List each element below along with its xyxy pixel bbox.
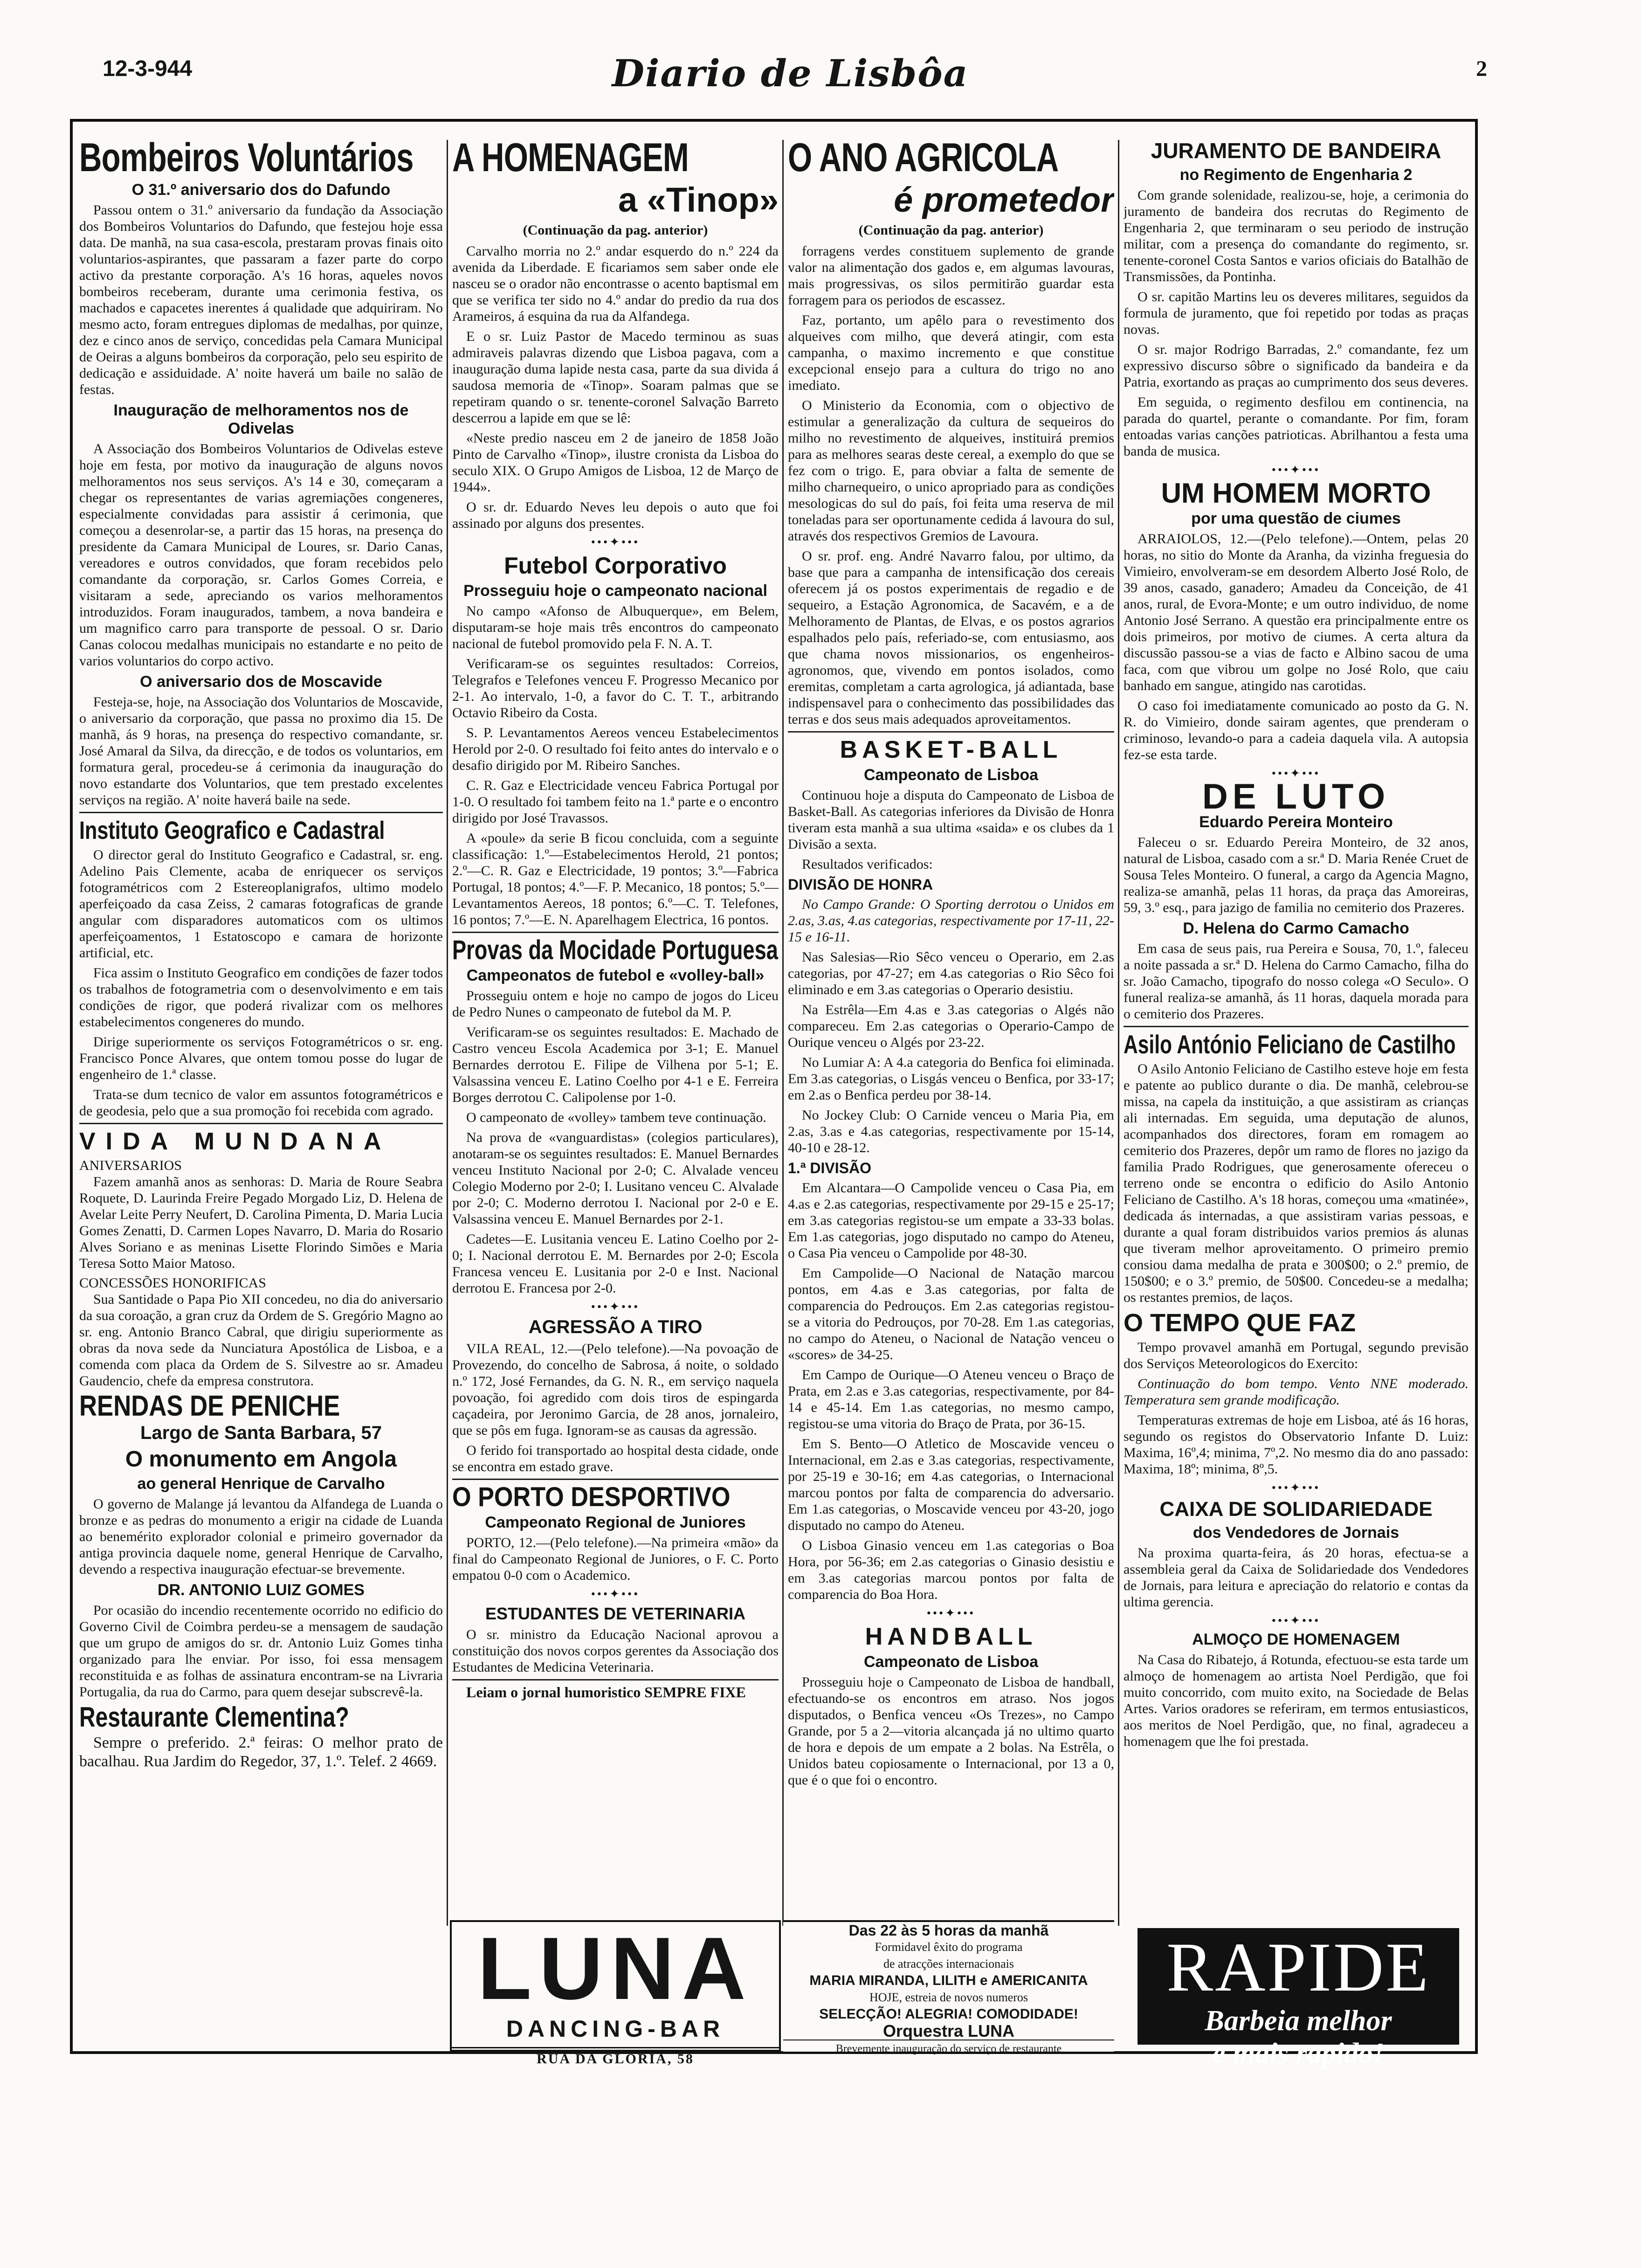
ad-luna-subtitle: DANCING-BAR	[506, 2016, 725, 2042]
ad-luna-address: RUA DA GLÓRIA, 58	[452, 2047, 779, 2067]
divider	[788, 731, 1114, 733]
subhead: Inauguração de melhoramentos nos de Odivelas	[113, 401, 409, 437]
ad-line: Formidavel êxito do programa	[875, 1940, 1023, 1954]
ad-rapide	[1138, 1928, 1459, 2069]
article-text: O sr. capitão Martins leu os deveres militares, seguidos da formula de juramento, que foi repetido por todas as praças novas.	[1124, 289, 1469, 337]
article-text: O caso foi imediatamente comunicado ao posto da G. N. R. do Vimieiro, donde sairam agentes, que prenderam o criminoso, levando-o para a cadeia daquela vila. A autopsia fez-se esta tarde.	[1124, 698, 1469, 762]
page-number: 2	[1476, 56, 1487, 81]
ad-line: HOJE, estreia de novos numeros	[869, 1991, 1028, 2004]
subhead: Campeonato Regional de Juniores	[485, 1514, 746, 1531]
subhead: 1.ª DIVISÃO	[788, 1160, 871, 1176]
article-text: VILA REAL, 12.—(Pelo telefone).—Na povoação de Provezendo, do concelho de Sabrosa, á noite, o soldado n.º 172, José Fernandes, da G. N. R., em serviço naquela povoação, foi agredido com dois tiros de espingarda caçadeira, por Jeronimo Garcia, de 28 anos, jornaleiro, que se pôs em fuga. Ignoram-se as causas da agressão.	[452, 1341, 779, 1438]
subhead: O 31.º aniversario dos do Dafundo	[131, 181, 391, 199]
subhead: Campeonato de Lisboa	[863, 1653, 1039, 1671]
headline-instituto: Instituto Geografico e Cadastral	[79, 816, 385, 844]
article-text: Faz, portanto, um apêlo para o revestimento dos alqueives com milho, que deverá atingir, com esta campanha, o maximo incremento e que constitue excepcional ensejo para a cultura do trigo no ano imediato.	[788, 312, 1114, 393]
article-text: O governo de Malange já levantou da Alfandega de Luanda o bronze e as pedras do monumento a erigir na cidade de Luanda ao benemérito explorador colonial e primeiro governador da antiga provincia daquele nome, general Henrique de Carvalho, devendo a respectiva inauguração efectuar-se brevemente.	[79, 1496, 443, 1577]
ad-luna	[450, 1919, 781, 2067]
subhead: DR. ANTONIO LUIZ GOMES	[158, 1581, 365, 1599]
headline-tinop: a «Tinop»	[618, 180, 779, 219]
divider	[452, 1479, 779, 1480]
headline-bombeiros: Bombeiros Voluntários	[79, 135, 414, 180]
divider	[452, 1679, 779, 1680]
headline-agressao: AGRESSÃO A TIRO	[528, 1317, 703, 1337]
article-text: Cadetes—E. Lusitania venceu E. Latino Coelho por 2-0; I. Nacional derrotou E. M. Bernardes por 2-0; Escola Francesa venceu E. Lusitania por 2-0 e Inst. Nacional derrotou E. Francesa por 2-0.	[452, 1231, 779, 1296]
article-text: O ferido foi transportado ao hospital desta cidade, onde se encontra em estado grave.	[452, 1443, 779, 1474]
divider: •••✦•••	[1271, 1614, 1321, 1627]
headline-almoco: ALMOÇO DE HOMENAGEM	[1192, 1631, 1400, 1648]
divider: •••✦•••	[1271, 767, 1321, 780]
subhead: ao general Henrique de Carvalho	[137, 1475, 385, 1493]
divider: •••✦•••	[1271, 463, 1321, 477]
article-text: Tempo provavel amanhã em Portugal, segundo previsão dos Serviços Meteorologicos do Exercito:	[1124, 1340, 1469, 1371]
article-text: Verificaram-se os seguintes resultados: Correios, Telegrafos e Telefones venceu F. Progresso Mecanico por 2-1. Ao intervalo, 1-0, a favor do C. T. T., arbitrando Octavio Ribeiro da Costa.	[452, 656, 779, 720]
headline-restaurante: Restaurante Clementina?	[79, 1701, 349, 1733]
divider: •••✦•••	[926, 1606, 976, 1620]
promo-sempre-fixe: Leiam o jornal humoristico SEMPRE FIXE	[466, 1684, 746, 1701]
headline-ano-agricola: O ANO AGRICOLA	[788, 135, 1059, 180]
article-text: Passou ontem o 31.º aniversario da fundação da Associação dos Bombeiros Voluntarios do Dafundo, que festejou hoje essa data. De manhã, na sua casa-escola, prestaram provas finais oito voluntarios-aspirantes, que passaram a fazer parte do corpo activo da prestante corporação. A's 16 horas, aqueles novos bombeiros receberam, durante uma cerimonia festiva, os machados e capacetes inerentes á qualidade que adquiriram. No mesmo acto, foram entregues diplomas de medalhas, por quinze, dez e cinco anos de serviço, concedidas pela Camara Municipal de Oeiras a alguns bombeiros da corporação, pelo seu espirito de dedicação e assiduidade. A' noite haverá um baile no salão de festas.	[79, 202, 443, 397]
ad-slogan: SELECÇÃO! ALEGRIA! COMODIDADE!	[819, 2006, 1078, 2022]
article-text: PORTO, 12.—(Pelo telefone).—Na primeira «mão» da final do Campeonato Regional de Juniores, o F. C. Porto empatou 0-0 com o Academico.	[452, 1535, 779, 1583]
subhead: Campeonatos de futebol e «volley-ball»	[466, 967, 765, 984]
article-text: Faleceu o sr. Eduardo Pereira Monteiro, de 32 anos, natural de Lisboa, casado com a sr.ª D. Maria Renée Cruet de Sousa Teles Monteiro. O funeral, a cargo da Agencia Magno, realiza-se amanhã, pelas 11 horas, da praça das Amoreiras, 59, 3.º esq., para jazigo de familia no cemiterio dos Prazeres.	[1124, 835, 1469, 915]
subhead: D. Helena do Carmo Camacho	[1183, 920, 1409, 937]
headline-homem-morto: UM HOMEM MORTO	[1161, 477, 1431, 509]
article-text: O sr. prof. eng. André Navarro falou, por ultimo, da base que para a campanha de intensificação dos cereais oferecem já os postos experimentais de regadio e de sequeiro, a Estação Agronomica, de Sacavém, e a de Melhoramento de Plantas, de Elvas, e os postos agrarios espalhados pelo país, referiado-se, com entusiasmo, aos que chama novos missionarios, os engenheiros-agronomos, que, vivendo em pontos isolados, como eremitas, completam a carta agrologica, já adiantada, base indispensavel para o conhecimento das possibilidades das terras e dos seus mais adequados aproveitamentos.	[788, 548, 1114, 727]
column-rule	[782, 140, 784, 1926]
article-text: O Lisboa Ginasio venceu em 1.as categorias o Boa Hora, por 56-36; em 2.as categorias o Ginasio desistiu e em 3.as categorias marcou pontos por falta de comparencia do Boa Hora.	[788, 1538, 1114, 1602]
headline-juramento: JURAMENTO DE BANDEIRA	[1151, 138, 1441, 163]
ad-orchestra: Orquestra LUNA	[883, 2021, 1015, 2040]
article-text: Prosseguiu ontem e hoje no campo de jogos do Liceu de Pedro Nunes o campeonato de futebol da M. P.	[452, 988, 779, 1020]
article-text: Em Campolide—O Nacional de Natação marcou pontos, em 4.as e 3.as categorias, por falta de comparencia do Pedrouços. Em 2.as categorias registou-se a vitoria do Pedrouços, por 70-28. Em 1.as categorias, no campo do Ateneu, o Nacional de Natação venceu o «scores» de 34-25.	[788, 1265, 1114, 1362]
masthead: Diario de Lisbôa	[612, 51, 969, 95]
article-text: Verificaram-se os seguintes resultados: E. Machado de Castro venceu Escola Academica por 3-1; E. Manuel Bernardes derrotou E. Filipe de Vilhena por 5-1; E. Valsassina venceu E. Latino Coelho por 4-1 e E. Ferreira Borges derrotou C. Calipolense por 1-0.	[452, 1024, 779, 1105]
article-text: Temperaturas extremas de hoje em Lisboa, até ás 16 horas, segundo os registos do Observatorio Infante D. Luiz: Maxima, 16º,4; minima, 7º,2. No mesmo dia do ano passado: Maxima, 18º; minima, 8º,5.	[1124, 1412, 1469, 1477]
headline-de-luto: DE LUTO	[1202, 777, 1390, 816]
divider	[1124, 1026, 1469, 1027]
article-text: Prosseguiu hoje o Campeonato de Lisboa de handball, efectuando-se os encontros em atraso. Nos jogos disputados, o Benfica venceu «Os Trezes», no Campo Grande, por 5 a 2—vitoria alcançada já no ultimo quarto de hora e depois de um empate a 2 bolas. Na Estrêla, o Unidos bateu copiosamente o Internacional, por 13 a 0, que é o que foi o encontro.	[788, 1674, 1114, 1788]
headline-asilo: Asilo António Feliciano de Castilho	[1124, 1030, 1456, 1059]
ad-hours: Das 22 às 5 horas da manhã	[848, 1922, 1049, 1939]
subhead: ANIVERSARIOS	[79, 1158, 182, 1173]
article-text: Sua Santidade o Papa Pio XII concedeu, no dia do aniversario da sua coroação, a gran cruz da Ordem de S. Gregório Magno ao sr. eng. Antonio Branco Cabral, que dirigiu superiormente as obras da nova sede da Nunciatura Apostólica de Lisboa, e a comenda com placa da Ordem de S. Silvestre ao sr. Amadeu Gaudencio, chefe da empresa construtora.	[79, 1292, 443, 1389]
article-text: Em casa de seus pais, rua Pereira e Sousa, 70, 1.º, faleceu a noite passada a sr.ª D. Helena do Carmo Camacho, filha do sr. João Camacho, tipografo do nosso colega «O Seculo». O funeral realiza-se amanhã, ás 11 horas, daquela morada para o cemiterio dos Prazeres.	[1124, 941, 1469, 1022]
continuation-note: (Continuação da pag. anterior)	[523, 222, 708, 238]
subhead: CONCESSÕES HONORIFICAS	[79, 1275, 266, 1291]
article-text: Continuação do bom tempo. Vento NNE moderado. Temperatura sem grande modificação.	[1124, 1376, 1469, 1408]
article-text: Fica assim o Instituto Geografico em condições de fazer todos os trabalhos de fotogrametria com o desenvolvimento e em tais condições de rigor, que poderá rivalizar com os melhores estabelecimentos congeneres do mundo.	[79, 965, 443, 1030]
ad-rapide-slogan: Barbeia melhor	[1205, 2005, 1392, 2037]
column-rule	[1118, 140, 1119, 1926]
article-text: Nas Salesias—Rio Sêco venceu o Operario, em 2.as categorias, por 47-27; em 4.as categorias o Rio Sêco foi eliminado e em 3.as categorias o Operario desistiu.	[788, 949, 1114, 997]
article-text: Em Campo de Ourique—O Ateneu venceu o Braço de Prata, em 2.as e 3.as categorias, respectivamente, por 84-14 e 45-14. Em 1.as categorias, no mesmo campo, registou-se uma vitoria do Braço de Prata, por 36-15.	[788, 1367, 1114, 1431]
article-text: No Lumiar A: A 4.a categoria do Benfica foi eliminada. Em 3.as categorias, o Lisgás venceu o Benfica, por 33-17; em 2.as o Benfica perdeu por 38-14.	[788, 1055, 1114, 1103]
article-text: O sr. ministro da Educação Nacional aprovou a constituição dos novos corpos gerentes da Associação dos Estudantes de Medicina Veterinaria.	[452, 1627, 779, 1675]
article-text: ARRAIOLOS, 12.—(Pelo telefone).—Ontem, pelas 20 horas, no sitio do Monte da Aranha, da vizinha freguesia do Vimieiro, envolveram-se em desordem Alberto José Rolo, de 39 anos, casado, ganadero; Amadeu da Conceição, de 41 anos, rural, de Evora-Monte; e um outro individuo, de nome Antonio José Serrano. A questão era principalmente entre os dois primeiros, por motivo de ciumes. A certa altura da discussão passou-se a vias de facto e Albino sacou de uma faca, com que vibrou um golpe no José Rolo, que caiu banhado em sangue, atingido nas carotidas.	[1124, 531, 1469, 693]
subhead: Largo de Santa Barbara, 57	[140, 1423, 382, 1443]
headline-homenagem: A HOMENAGEM	[452, 135, 689, 180]
article-text: Na proxima quarta-feira, ás 20 horas, efectua-se a assembleia geral da Caixa de Solidariedade dos Vendedores de Jornais, para leitura e apreciação do relatorio e contas da ultima gerencia.	[1124, 1545, 1469, 1610]
headline-monumento: O monumento em Angola	[125, 1447, 397, 1472]
headline-veterinaria: ESTUDANTES DE VETERINARIA	[485, 1604, 746, 1623]
headline-caixa: CAIXA DE SOLIDARIEDADE	[1159, 1498, 1433, 1521]
article-text: E o sr. Luiz Pastor de Macedo terminou as suas admiraveis palavras dizendo que Lisboa pagava, com a inauguração duma lapide nesta casa, parte da sua divida á saudosa memoria de «Tinop». Soaram palmas que se repetiram quando o sr. tenente-coronel Salvação Barreto descerrou a lapide em que se lê:	[452, 329, 779, 426]
column-rule	[447, 140, 448, 1926]
article-text: Dirige superiormente os serviços Fotogramétricos o sr. eng. Francisco Ponce Alvares, que ontem tomou posse do lugar de engenheiro de 1.ª classe.	[79, 1034, 443, 1082]
article-text: Sempre o preferido. 2.ª feiras: O melhor prato de bacalhau. Rua Jardim do Regedor, 37, 1.º. Telef. 2 4669.	[79, 1734, 443, 1770]
divider: •••✦•••	[591, 1587, 640, 1601]
headline-prometedor: é prometedor	[894, 180, 1114, 219]
article-text: Na prova de «vanguardistas» (colegios particulares), anotaram-se os seguintes resultados: E. Manuel Bernardes venceu Instituto Nacional por 2-0; C. Alvalade venceu Colegio Moderno por 2-0; I. Lusitano venceu C. Alvalade por 2-0; C. Moderno derrotou I. Nacional por 2-0 e E. Valsassina venceu E. Manuel Bernardes por 2-1.	[452, 1130, 779, 1227]
article-text: Com grande solenidade, realizou-se, hoje, a cerimonia do juramento de bandeira dos recrutas do Regimento de Engenharia 2, que terminaram o seu periodo de instrução militar, com a presença do comandante do regimento, sr. tenente-coronel Costa Santos e varios oficiais do Batalhão de Transmissões, da Pontinha.	[1124, 187, 1469, 284]
subhead: Campeonato de Lisboa	[863, 766, 1039, 784]
article-text: Em Alcantara—O Campolide venceu o Casa Pia, em 4.as e 2.as categorias, respectivamente por 29-15 e 25-17; em 3.as categorias registou-se um empate a 33-33 bolas. Em 1.as categorias, jogo disputado no campo do Ateneu, o Casa Pia venceu o Campolide por 48-30.	[788, 1180, 1114, 1261]
ad-line: de atracções internacionais	[883, 1957, 1014, 1971]
article-text: Em S. Bento—O Atletico de Moscavide venceu o Internacional, em 2.as e 3.as categorias, respectivamente, por 25-19 e 30-16; em 4.as categorias, o Internacional marcou pontos por falta de comparencia do adversario. Em 1.as categorias, o Moscavide venceu por 43-20, jogo disputado no campo do Ateneu.	[788, 1436, 1114, 1533]
subhead: no Regimento de Engenharia 2	[1179, 166, 1413, 184]
headline-handball: HANDBALL	[865, 1623, 1037, 1650]
article-text: Continuou hoje a disputa do Campeonato de Lisboa de Basket-Ball. As categorias inferiores da Divisão de Honra tiveram esta manhã a sua ultima «saida» e os clubes da 1 Divisão a sexta.	[788, 788, 1114, 852]
divider	[452, 932, 779, 933]
article-text: A «poule» da serie B ficou concluida, com a seguinte classificação: 1.º—Estabelecimentos Herold, 21 pontos; 2.º—C. R. Gaz e Electricidade, 19 pontos; 3.º—Fabrica Portugal, 18 pontos; 4.º—F. P. Mecanico, 18 pontos; 5.º—Levantamentos Aereos, 18 pontos; 6.º—C. T. Telefones, 16 pontos; 7.º—E. N. Aparelhagem Electrica, 16 pontos.	[452, 830, 779, 927]
article-text: Fazem amanhã anos as senhoras: D. Maria de Roure Seabra Roquete, D. Laurinda Freire Pegado Morgado Liz, D. Helena de Avelar Leite Perry Neufert, D. Carolina Pimenta, D. Maria Lucia Gomes Zenatti, D. Carmen Lopes Navarro, D. Maria do Rosario Alves Soriano e as meninas Lisette Florindo Simões e Maria Teresa Sotto Maior Matoso.	[79, 1174, 443, 1271]
article-text: Por ocasião do incendio recentemente ocorrido no edificio do Governo Civil de Coimbra perdeu-se a mensagem de saudação que um grupo de amigos do sr. dr. Antonio Luiz Gomes tinha organizado para lhe enviar. Por isso, foi essa mensagem reconstituida e as folhas de assinatura encontram-se na Livraria Portugalia, da rua do Carmo, para quem desejar subscrevê-la.	[79, 1603, 443, 1700]
ad-rapide-slogan: e mais rapido!	[1212, 2038, 1385, 2069]
divider	[79, 1123, 443, 1124]
article-text: O Ministerio da Economia, com o objectivo de estimular a generalização da cultura de sequeiros do milho no revestimento de alqueives, instituirá premios para as melhores searas deste cereal, a exemplo do que se fez com o trigo. E, para obviar a falta de semente de milho charnequeiro, o unico apropriado para as condições mesologicas do sul do país, foi feita uma reserva de mil toneladas para ser oportunamente cedida á lavoura do sul, através dos respectivos Gremios de Lavoura.	[788, 398, 1114, 544]
article-text: «Neste predio nasceu em 2 de janeiro de 1858 João Pinto de Carvalho «Tinop», ilustre cronista da Lisboa do seculo XIX. O Grupo Amigos de Lisboa, 12 de Março de 1944».	[452, 430, 779, 495]
article-text: Na Estrêla—Em 4.as e 3.as categorias o Algés não compareceu. Em 2.as categorias o Operario-Campo de Ourique venceu o Algés por 23-22.	[788, 1002, 1114, 1050]
subhead: Prosseguiu hoje o campeonato nacional	[463, 582, 767, 600]
ad-line: Brevemente inauguração do serviço de restaurante	[783, 2040, 1114, 2057]
article-text: No campo «Afonso de Albuquerque», em Belem, disputaram-se hoje mais três encontros do campeonato nacional de futebol promovido pela F. N. A. T.	[452, 603, 779, 651]
article-text: No Jockey Club: O Carnide venceu o Maria Pia, em 2.as, 3.as e 4.as categorias, respectivamente por 15-14, 40-10 e 28-12.	[788, 1107, 1114, 1155]
column-3	[788, 135, 1114, 2047]
ad-luna-program	[783, 1920, 1114, 2055]
subhead: DIVISÃO DE HONRA	[788, 876, 933, 893]
article-text: Carvalho morria no 2.º andar esquerdo do n.º 224 da avenida da Liberdade. E ficariamos sem saber onde ele nasceu se o orador não encontrasse o acento baptismal em que se verifica ter sido no 4.º andar do predio da rua dos Arameiros, á esquina da rua da Alfandega.	[452, 243, 779, 324]
headline-basket: BASKET-BALL	[840, 736, 1062, 763]
column-2	[452, 135, 779, 2047]
article-text: O sr. dr. Eduardo Neves leu depois o auto que foi assinado por alguns dos presentes.	[452, 499, 779, 531]
article-text: No Campo Grande: O Sporting derrotou o Unidos em 2.as, 3.as, 4.as categorias, respectivamente por 17-11, 22-15 e 16-11.	[788, 897, 1114, 945]
article-text: forragens verdes constituem suplemento de grande valor na alimentação dos gados e, em algumas lavouras, mais progressivas, os silos permitirão guardar esta forragem para os periodos de escassez.	[788, 243, 1114, 308]
headline-porto: O PORTO DESPORTIVO	[452, 1482, 731, 1512]
article-text: Resultados verificados:	[802, 857, 933, 872]
divider: •••✦•••	[591, 1300, 640, 1314]
subhead: O aniversario dos de Moscavide	[140, 673, 382, 691]
headline-mocidade: Provas da Mocidade Portuguesa	[452, 935, 778, 965]
ad-rapide-title: RAPIDE	[1166, 1929, 1430, 2006]
article-text: Festeja-se, hoje, na Associação dos Voluntarios de Moscavide, o aniversario da corporação, que passa no proximo dia 15. De manhã, ás 9 horas, na presença do respectivo comandante, sr. José Amaral da Silva, da direcção, e de todos os voluntarios, em formatura geral, procedeu-se á cerimonia da inauguração do novo estandarte dos Voluntarios, que tem prestado excelentes serviços na região. A' noite haverá baile na sede.	[79, 694, 443, 808]
column-1	[79, 135, 443, 2047]
article-text: O director geral do Instituto Geografico e Cadastral, sr. eng. Adelino Pais Clemente, acaba de enriquecer os serviços fotogramétricos com 2 Estereoplanigrafos, ultimo modelo aperfeiçoado da casa Zeiss, 2 camaras fotograficas de grande angular com disparadores automaticos com os ultimos aperfeiçoamentos, 1 Estatoscopo e camara de horizonte artificial, etc.	[79, 847, 443, 961]
page-header	[93, 51, 1487, 107]
continuation-note: (Continuação da pag. anterior)	[858, 222, 1044, 238]
subhead: Eduardo Pereira Monteiro	[1199, 813, 1393, 831]
headline-futebol: Futebol Corporativo	[504, 553, 727, 579]
subhead: por uma questão de ciumes	[1191, 510, 1401, 527]
ad-performers: MARIA MIRANDA, LILITH e AMERICANITA	[809, 1973, 1088, 1988]
article-text: Na Casa do Ribatejo, á Rotunda, efectuou-se esta tarde um almoço de homenagem ao artista Noel Perdigão, que foi muito concorrido, com muito exito, na Sociedade de Belas Artes. Varios oradores se referiram, em termos entusiasticos, aos meritos de Noel Perdigão, que, no final, agradeceu a homenagem que lhe foi prestada.	[1124, 1652, 1469, 1749]
article-text: Trata-se dum tecnico de valor em assuntos fotogramétricos e de geodesia, pelo que a sua promoção foi recebida com agrado.	[79, 1087, 443, 1119]
article-text: Em seguida, o regimento desfilou em continencia, na parada do quartel, perante o comandante. Por fim, foram entoadas varias canções patrioticas. Abrilhantou a festa uma banda de musica.	[1124, 394, 1469, 459]
headline-rendas: RENDAS DE PENICHE	[79, 1390, 340, 1422]
article-text: A Associação dos Bombeiros Voluntarios de Odivelas esteve hoje em festa, por motivo da inauguração de alguns novos melhoramentos nos seus serviços. A's 14 e 30, começaram a chegar os representantes de varias agremiações congeneres, especialmente convidadas para assistir á cerimonia, que começou a desenrolar-se, a partir das 15 horas, na presença do presidente da Camara Municipal de Loures, sr. Dario Canas, vereadores e outros convidados, que foram recebidos pelo comandante da corporação, sr. Carlos Gomes Correia, e visitaram a sede, apreciando os varios melhoramentos introduzidos. Foram inaugurados, tambem, a nova bandeira e um magnifico carro para transporte de pessoal. O sr. Dario Canas colocou medalhas municipais no estandarte e no peito de varios voluntarios do corpo activo.	[79, 441, 443, 669]
divider	[79, 812, 443, 813]
article-text: O Asilo Antonio Feliciano de Castilho esteve hoje em festa e patente ao publico durante o dia. De manhã, celebrou-se missa, na capela da instituição, a que assistiram as crianças ali internadas. Em seguida, uma deputação de alunos, acompanhados dos directores, foram em romagem ao cemiterio dos Prazeres, depôr um ramo de flores no jazigo da familia Prado Rodrigues, que generosamente ofereceu o terreno onde se encontra o edificio do Asilo Antonio Feliciano de Castilho. A's 18 horas, começou uma «matinée», dedicada ás internadas, a que assistiram varias pessoas, e durante a qual foram distribuidos varios premios ás alunas que tiveram melhor aproveitamento. O primeiro premio consiou dama medalha de prata e 300$00; o 2.º premio, de 150$00; e o 3.º premio, de 50$00. Concedeu-se a medalha; os restantes premios, de laços.	[1124, 1061, 1469, 1305]
column-4	[1124, 135, 1469, 2047]
headline-tempo: O TEMPO QUE FAZ	[1124, 1309, 1356, 1337]
ad-luna-title: LUNA	[477, 1919, 753, 2018]
article-text: O sr. major Rodrigo Barradas, 2.º comandante, fez um expressivo discurso sôbre o significado da bandeira e da Patria, exortando as praças ao cumprimento dos seus deveres.	[1124, 342, 1469, 390]
article-text: O campeonato de «volley» tambem teve continuação.	[466, 1110, 766, 1125]
divider: •••✦•••	[1271, 1481, 1321, 1494]
issue-date: 12-3-944	[103, 56, 193, 81]
divider: •••✦•••	[591, 535, 640, 549]
headline-vida-mundana: VIDA MUNDANA	[79, 1128, 392, 1155]
article-text: S. P. Levantamentos Aereos venceu Estabelecimentos Herold por 2-0. O resultado foi feito antes do intervalo e o desafio dirigido por M. Ribeiro Sanches.	[452, 725, 779, 773]
article-text: C. R. Gaz e Electricidade venceu Fabrica Portugal por 1-0. O resultado foi tambem feito na 1.ª parte e o encontro dirigido por José Travassos.	[452, 778, 779, 826]
subhead: dos Vendedores de Jornais	[1193, 1524, 1400, 1542]
